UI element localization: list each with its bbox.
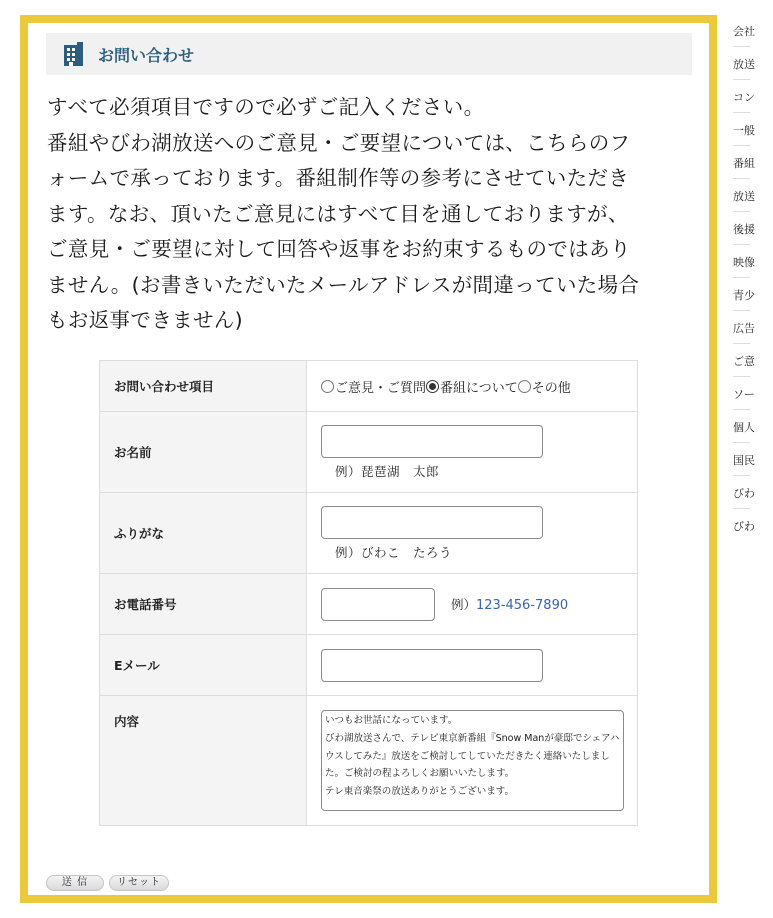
content-frame [20, 15, 717, 903]
form-row-name [100, 412, 638, 493]
sidebar [733, 15, 755, 555]
furigana-field-cell [307, 493, 638, 574]
email-input[interactable] [321, 649, 543, 682]
radio-opinion-label: ご意見・ご質問 [335, 380, 427, 396]
radio-option-other[interactable] [518, 377, 571, 396]
content-field-cell [307, 696, 638, 826]
radio-opinion[interactable] [321, 380, 334, 393]
inquiry-form [99, 360, 638, 826]
sidebar-item[interactable]: 広告 [733, 322, 755, 335]
intro-line: ません。(お書きいただいたメールアドレスが間違っていた場合 [47, 272, 640, 297]
sidebar-item[interactable]: 放送 [733, 190, 755, 203]
phone-example [451, 595, 568, 613]
furigana-label: ふりがな [100, 493, 307, 574]
intro-text [47, 90, 687, 339]
phone-label: お電話番号 [100, 574, 307, 635]
furigana-example: 例）びわこ たろう [335, 544, 453, 560]
radio-program[interactable] [426, 380, 439, 393]
reset-button[interactable]: リセット [109, 875, 169, 891]
sidebar-item[interactable]: 青少 [733, 289, 755, 302]
form-row-email [100, 635, 638, 696]
form-row-furigana [100, 493, 638, 574]
section-title: お問い合わせ [98, 45, 195, 65]
name-example: 例）琵琶湖 太郎 [335, 463, 440, 479]
sidebar-item[interactable]: 一般 [733, 124, 755, 137]
sidebar-item[interactable]: ソー [733, 388, 755, 401]
sidebar-item[interactable]: びわ [733, 520, 755, 533]
furigana-input[interactable] [321, 506, 543, 539]
intro-line: ます。なお、頂いたご意見にはすべて目を通しておりますが、 [47, 201, 629, 226]
radio-option-opinion[interactable] [321, 377, 426, 396]
sidebar-item[interactable]: 会社 [733, 25, 755, 38]
intro-line: もお返事できません) [47, 308, 243, 332]
building-icon [62, 42, 84, 66]
sidebar-item[interactable]: 後援 [733, 223, 755, 236]
inquiry-type-radio-group [321, 377, 637, 396]
form-row-content [100, 696, 638, 826]
sidebar-item[interactable]: びわ [733, 487, 755, 500]
sidebar-item[interactable]: 映像 [733, 256, 755, 269]
inquiry-type-field [307, 361, 638, 412]
intro-line: 番組やびわ湖放送へのご意見・ご要望については、こちらのフ [47, 130, 631, 155]
sidebar-item[interactable]: 番組 [733, 157, 755, 170]
email-label: Eメール [100, 635, 307, 696]
sidebar-item[interactable]: コン [733, 91, 755, 104]
phone-input[interactable] [321, 588, 435, 621]
intro-line: ォームで承っております。番組制作等の参考にさせていただき [47, 166, 630, 190]
sidebar-item[interactable]: 個人 [733, 421, 755, 434]
email-field-cell [307, 635, 638, 696]
section-header [46, 33, 692, 75]
name-input[interactable] [321, 425, 543, 458]
inquiry-type-label: お問い合わせ項目 [100, 361, 307, 412]
name-field-cell [307, 412, 638, 493]
radio-other[interactable] [518, 380, 531, 393]
sidebar-item[interactable]: ご意 [733, 355, 755, 368]
form-row-phone [100, 574, 638, 635]
radio-program-label: 番組について [440, 380, 518, 396]
sidebar-item[interactable]: 国民 [733, 454, 755, 467]
radio-option-program[interactable] [426, 377, 518, 396]
intro-line: ご意見・ご要望に対して回答や返事をお約束するものではあり [47, 237, 631, 261]
form-row-inquiry-type [100, 361, 638, 412]
content-label: 内容 [100, 696, 307, 826]
phone-example-number: 123-456-7890 [476, 598, 569, 613]
sidebar-item[interactable]: 放送 [733, 58, 755, 71]
content-textarea[interactable]: いつもお世話になっています。 びわ湖放送さんで、テレビ東京新番組『Snow Manが豪邸でシェアハウスしてみた』放送をご検討してしていただきたく連絡いたしました。ご検討の程よろしくお願いいたします。 テレ東音楽祭の放送ありがとうございます。 [321, 710, 624, 811]
radio-other-label: その他 [531, 380, 571, 396]
intro-line: すべて必須項目ですので必ずご記入ください。 [47, 95, 485, 119]
phone-field-cell [307, 574, 638, 635]
name-label: お名前 [100, 412, 307, 493]
submit-button[interactable]: 送 信 [46, 875, 104, 891]
phone-example-prefix: 例） [451, 597, 477, 612]
